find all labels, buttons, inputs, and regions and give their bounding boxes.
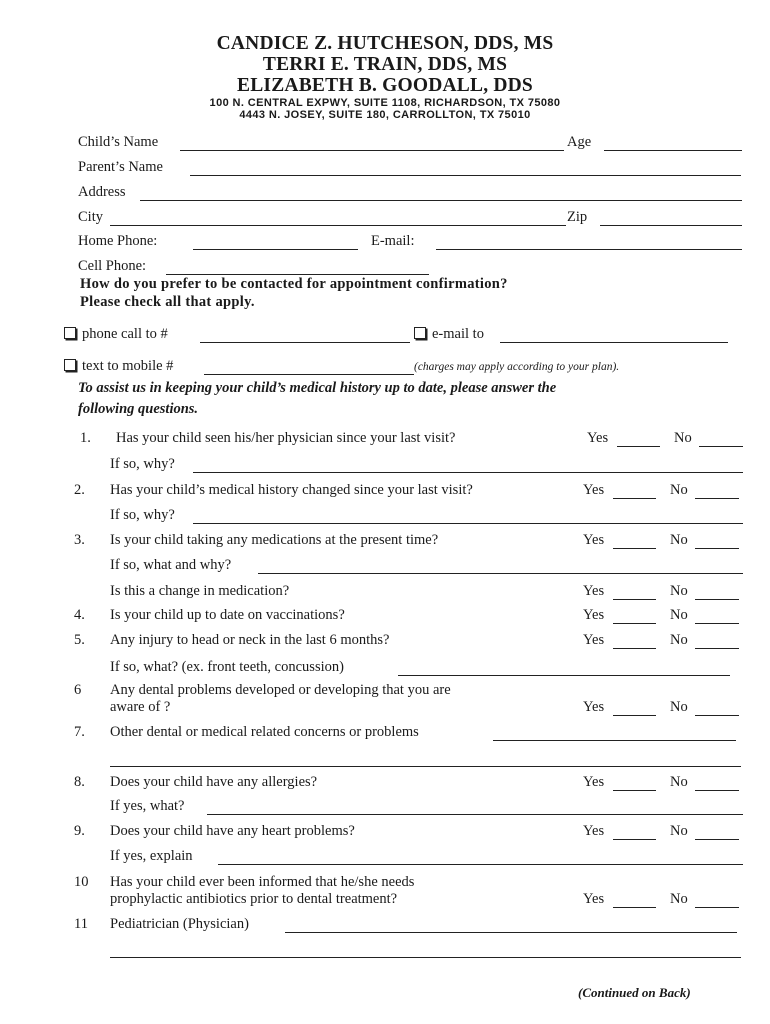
- q1-yes-label: Yes: [587, 430, 609, 446]
- q8-follow-label: If yes, what?: [110, 798, 185, 814]
- q7-field[interactable]: [493, 740, 736, 741]
- q4-yes-label: Yes: [583, 607, 605, 623]
- contact-instruction: Please check all that apply.: [80, 294, 255, 310]
- text-mobile-checkbox[interactable]: [64, 359, 76, 371]
- q3b-yes-field[interactable]: [613, 599, 656, 600]
- text-mobile-field[interactable]: [204, 374, 414, 375]
- q8-yes-field[interactable]: [613, 790, 656, 791]
- zip-label: Zip: [567, 209, 588, 225]
- q6-number: 6: [74, 682, 82, 698]
- q3b-no-field[interactable]: [695, 599, 739, 600]
- q5-follow-field[interactable]: [398, 675, 730, 676]
- q11-field[interactable]: [285, 932, 737, 933]
- intro-line-2: following questions.: [78, 401, 199, 417]
- q11-text: Pediatrician (Physician): [110, 916, 249, 932]
- q10-text-2: prophylactic antibiotics prior to dental treatment?: [110, 891, 398, 907]
- q9-text: Does your child have any heart problems?: [110, 823, 355, 839]
- office-address-1: 100 N. CENTRAL EXPWY, SUITE 1108, RICHARDSON, TX 75080: [209, 97, 561, 109]
- q5-no-label: No: [670, 632, 688, 648]
- q5-yes-label: Yes: [583, 632, 605, 648]
- doctor-name-3: ELIZABETH B. GOODALL, DDS: [237, 75, 533, 96]
- q6-text: Any dental problems developed or developing that you are: [110, 682, 451, 698]
- doctor-name-2: TERRI E. TRAIN, DDS, MS: [262, 54, 508, 75]
- q10-number: 10: [74, 874, 89, 890]
- childs-name-field[interactable]: [180, 150, 564, 151]
- q1-no-label: No: [674, 430, 692, 446]
- q10-text: Has your child ever been informed that he/she needs: [110, 874, 415, 890]
- q8-text: Does your child have any allergies?: [110, 774, 318, 790]
- q1-no-field[interactable]: [699, 446, 743, 447]
- q2-yes-field[interactable]: [613, 498, 656, 499]
- q6-no-field[interactable]: [695, 715, 739, 716]
- q11-field-2[interactable]: [110, 957, 741, 958]
- email-checkbox[interactable]: [414, 327, 426, 339]
- q5-text: Any injury to head or neck in the last 6 months?: [110, 632, 390, 648]
- q1-number: 1.: [80, 430, 91, 446]
- contact-question: How do you prefer to be contacted for appointment confirmation?: [80, 276, 508, 292]
- continued-on-back: (Continued on Back): [578, 985, 691, 1000]
- cell-phone-field[interactable]: [166, 274, 429, 275]
- q6-yes-label: Yes: [583, 699, 605, 715]
- q3b-no-label: No: [670, 583, 688, 599]
- q4-number: 4.: [74, 607, 85, 623]
- email-to-field[interactable]: [500, 342, 728, 343]
- city-label: City: [78, 209, 103, 225]
- q7-field-2[interactable]: [110, 766, 741, 767]
- parents-name-label: Parent’s Name: [78, 159, 163, 175]
- q9-follow-label: If yes, explain: [110, 848, 193, 864]
- phone-call-option[interactable]: [64, 326, 168, 343]
- q3-yes-field[interactable]: [613, 548, 656, 549]
- q1-follow-label: If so, why?: [110, 456, 175, 472]
- phone-call-checkbox[interactable]: [64, 327, 76, 339]
- q2-text: Has your child’s medical history changed since your last visit?: [110, 482, 473, 498]
- email-option[interactable]: [414, 326, 484, 343]
- q8-no-field[interactable]: [695, 790, 739, 791]
- q5-no-field[interactable]: [695, 648, 739, 649]
- zip-field[interactable]: [600, 225, 742, 226]
- q4-no-label: No: [670, 607, 688, 623]
- q10-no-label: No: [670, 891, 688, 907]
- q10-no-field[interactable]: [695, 907, 739, 908]
- q6-yes-field[interactable]: [613, 715, 656, 716]
- q8-no-label: No: [670, 774, 688, 790]
- email-label: E-mail:: [371, 233, 415, 249]
- q6-text-2: aware of ?: [110, 699, 171, 715]
- text-mobile-option[interactable]: [64, 358, 173, 375]
- office-address-2: 4443 N. JOSEY, SUITE 180, CARROLLTON, TX 75010: [239, 109, 531, 121]
- q2-follow-field[interactable]: [193, 523, 743, 524]
- q5-yes-field[interactable]: [613, 648, 656, 649]
- age-label: Age: [567, 134, 592, 150]
- q3-yes-label: Yes: [583, 532, 605, 548]
- q3-follow-label: If so, what and why?: [110, 557, 232, 573]
- childs-name-label: Child’s Name: [78, 134, 159, 150]
- age-field[interactable]: [604, 150, 742, 151]
- phone-call-label: phone call to #: [82, 326, 168, 342]
- q7-text: Other dental or medical related concerns or problems: [110, 724, 419, 740]
- q3-follow-field[interactable]: [258, 573, 743, 574]
- q3-no-label: No: [670, 532, 688, 548]
- address-label: Address: [78, 184, 126, 200]
- q7-number: 7.: [74, 724, 85, 740]
- q8-follow-field[interactable]: [207, 814, 743, 815]
- q1-text: Has your child seen his/her physician since your last visit?: [116, 430, 456, 446]
- parents-name-field[interactable]: [190, 175, 741, 176]
- intro-line-1: To assist us in keeping your child’s medical history up to date, please answer the: [78, 380, 557, 396]
- q6-no-label: No: [670, 699, 688, 715]
- q9-yes-field[interactable]: [613, 839, 656, 840]
- q3-change-label: Is this a change in medication?: [110, 583, 290, 599]
- q1-yes-field[interactable]: [617, 446, 660, 447]
- q9-no-label: No: [670, 823, 688, 839]
- q10-yes-label: Yes: [583, 891, 605, 907]
- q5-number: 5.: [74, 632, 85, 648]
- q8-number: 8.: [74, 774, 85, 790]
- q4-text: Is your child up to date on vaccinations?: [110, 607, 345, 623]
- q3-no-field[interactable]: [695, 548, 739, 549]
- doctor-name-1: CANDICE Z. HUTCHESON, DDS, MS: [216, 33, 554, 54]
- q4-yes-field[interactable]: [613, 623, 656, 624]
- q3-text: Is your child taking any medications at the present time?: [110, 532, 439, 548]
- address-field[interactable]: [140, 200, 742, 201]
- q2-yes-label: Yes: [583, 482, 605, 498]
- q3-number: 3.: [74, 532, 85, 548]
- home-phone-field[interactable]: [193, 249, 358, 250]
- q9-follow-field[interactable]: [218, 864, 743, 865]
- home-phone-label: Home Phone:: [78, 233, 158, 249]
- q2-follow-label: If so, why?: [110, 507, 175, 523]
- q2-no-field[interactable]: [695, 498, 739, 499]
- q5-follow-label: If so, what? (ex. front teeth, concussion): [110, 659, 344, 675]
- q9-yes-label: Yes: [583, 823, 605, 839]
- q8-yes-label: Yes: [583, 774, 605, 790]
- cell-phone-label: Cell Phone:: [78, 258, 147, 274]
- q10-yes-field[interactable]: [613, 907, 656, 908]
- q9-no-field[interactable]: [695, 839, 739, 840]
- text-mobile-label: text to mobile #: [82, 358, 174, 374]
- email-field[interactable]: [436, 249, 742, 250]
- q4-no-field[interactable]: [695, 623, 739, 624]
- city-field[interactable]: [110, 225, 566, 226]
- q9-number: 9.: [74, 823, 85, 839]
- q3b-yes-label: Yes: [583, 583, 605, 599]
- charges-note: (charges may apply according to your plan).: [414, 361, 620, 373]
- q2-no-label: No: [670, 482, 688, 498]
- q2-number: 2.: [74, 482, 85, 498]
- phone-call-field[interactable]: [200, 342, 410, 343]
- q11-number: 11: [74, 916, 88, 932]
- q1-follow-field[interactable]: [193, 472, 743, 473]
- email-to-label: e-mail to: [432, 326, 484, 342]
